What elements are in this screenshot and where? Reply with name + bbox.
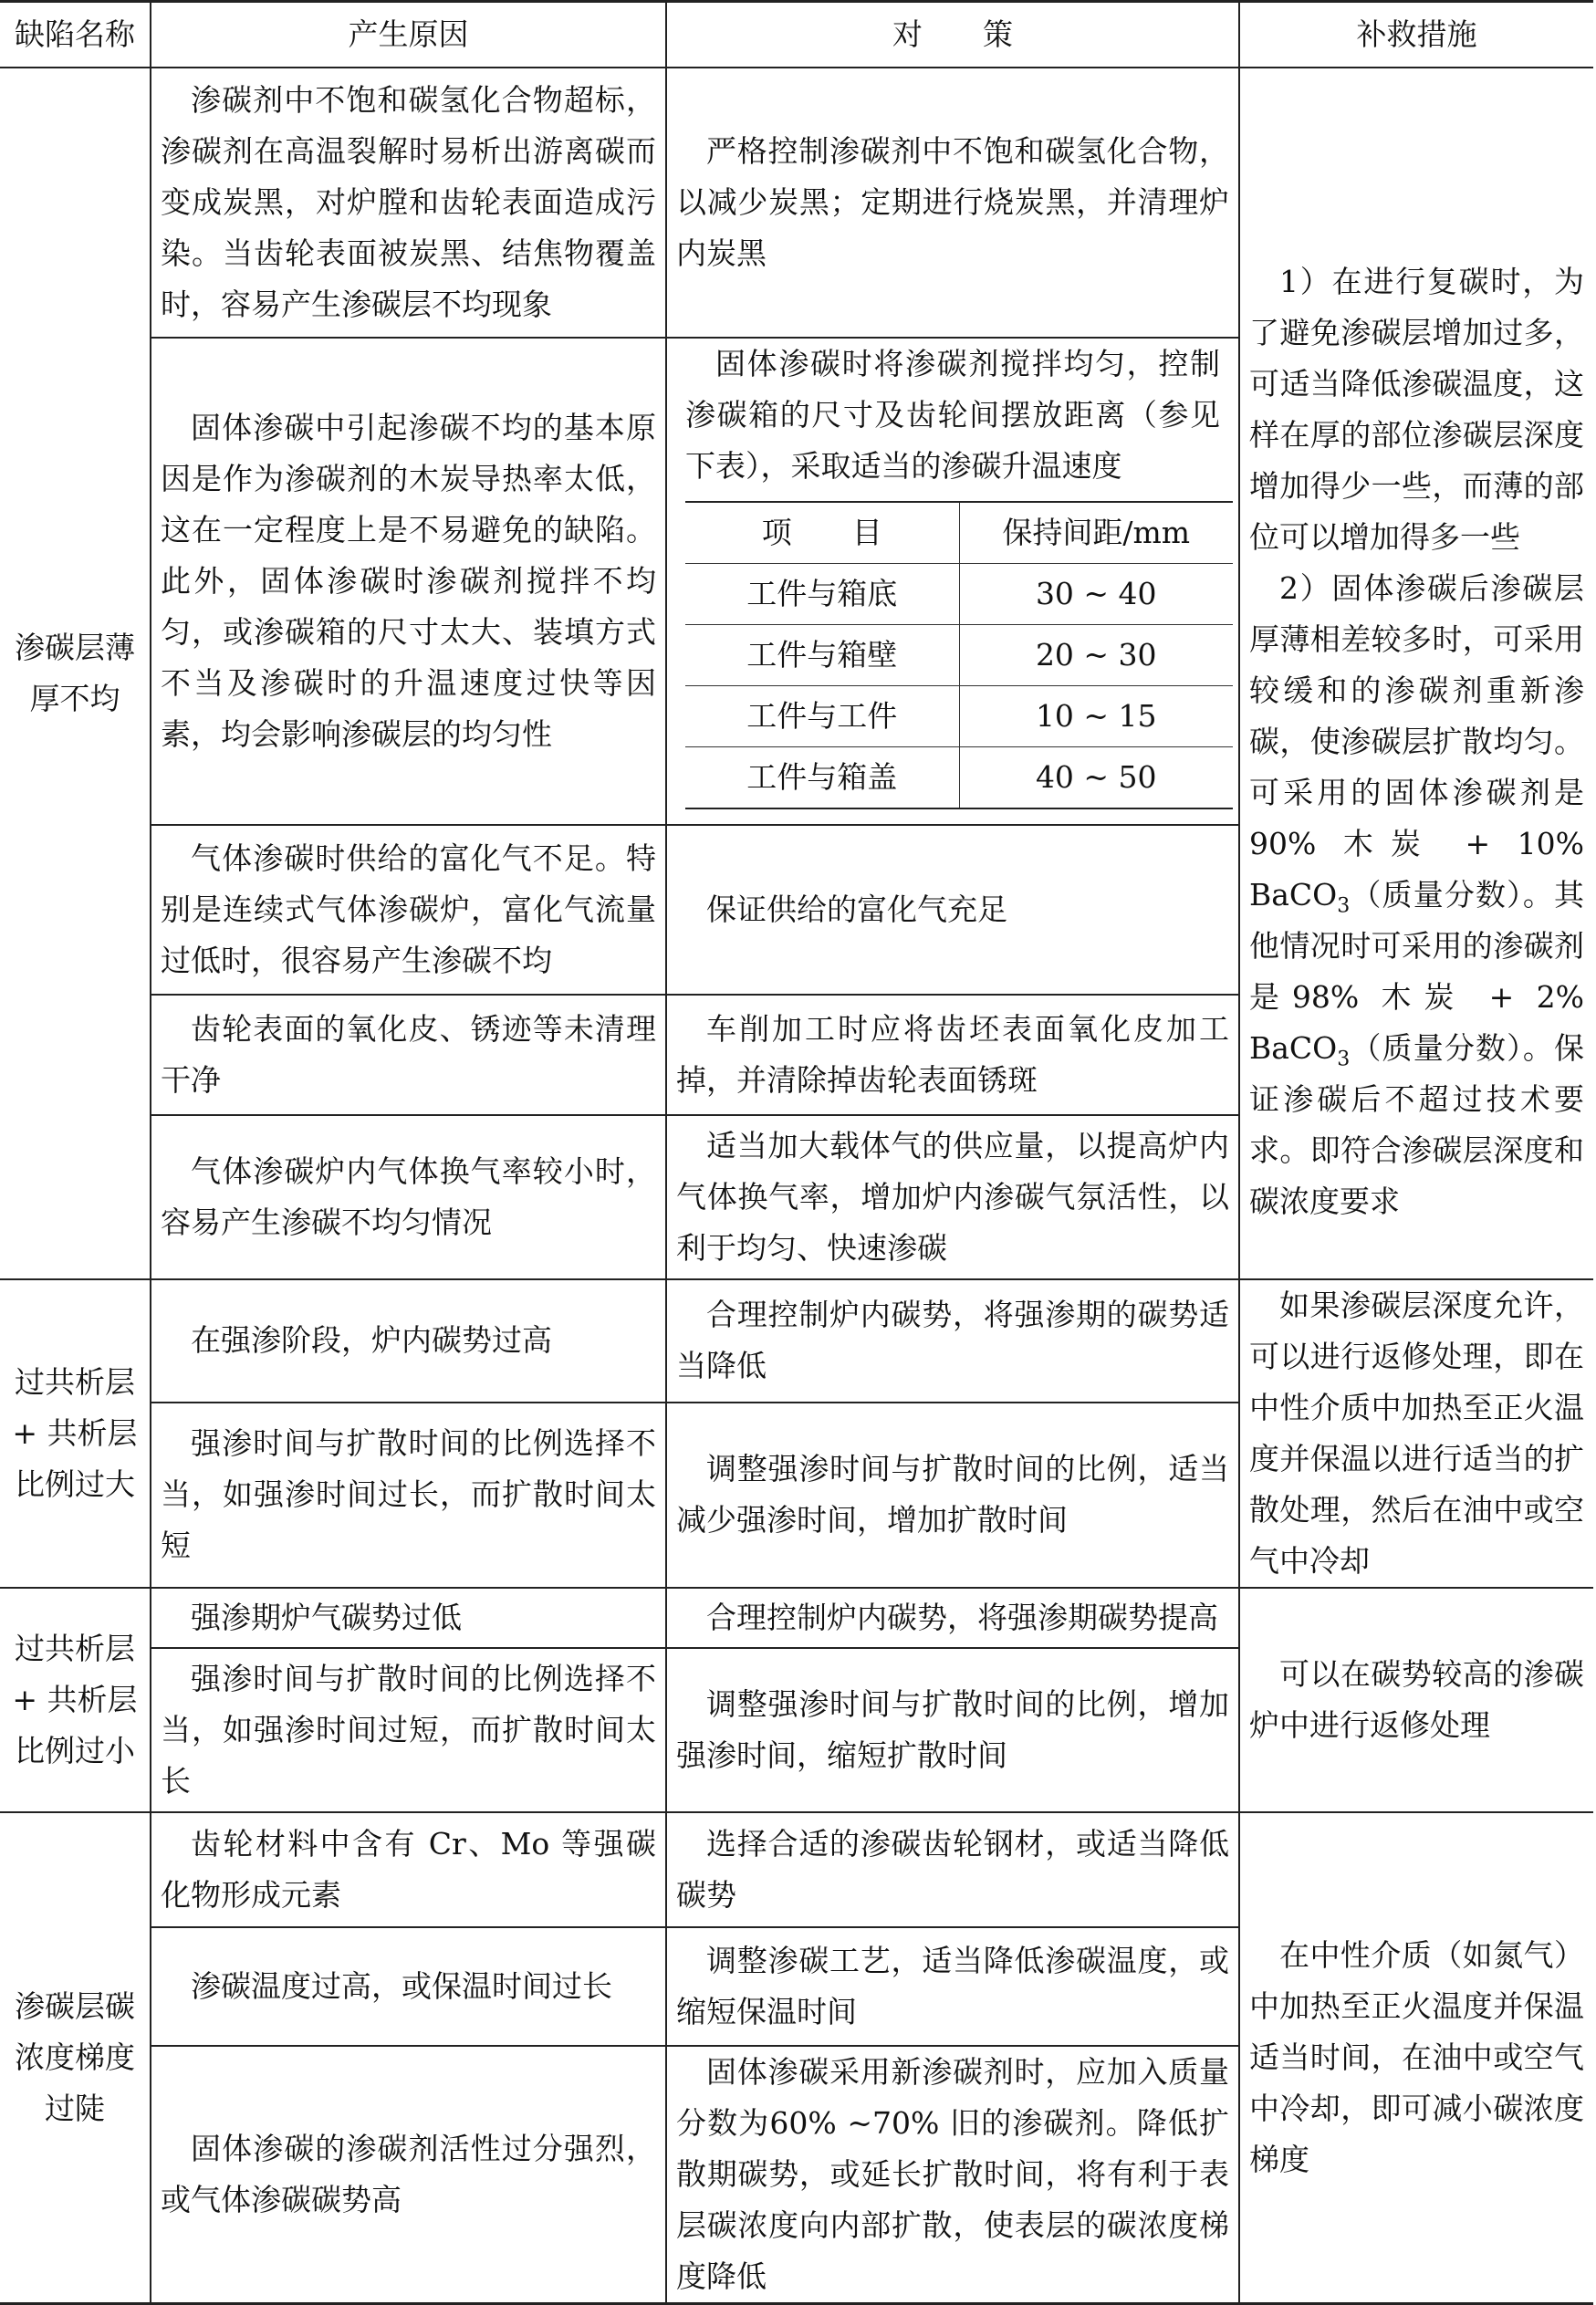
measure-cell: 适当加大载体气的供应量，以提高炉内气体换气率，增加炉内渗碳气氛活性，以利于均匀、快速渗碳: [666, 1115, 1239, 1279]
subtable-cell: 工件与箱壁: [685, 624, 959, 685]
remedy-cell: [1239, 1812, 1593, 2304]
cause-cell: 在强渗阶段，炉内碳势过高: [151, 1279, 666, 1403]
measure-text: 固体渗碳时将渗碳剂搅拌均匀，控制渗碳箱的尺寸及齿轮间摆放距离（参见下表），采取适当的渗碳升温速度: [685, 345, 1220, 484]
cause-cell: 气体渗碳炉内气体换气率较小时，容易产生渗碳不均匀情况: [151, 1115, 666, 1279]
cause-cell: 渗碳温度过高，或保温时间过长: [151, 1927, 666, 2046]
cause-cell: 强渗期炉气碳势过低: [151, 1588, 666, 1648]
subtable-cell: 工件与箱盖: [685, 746, 959, 808]
spacing-subtable: [685, 501, 1233, 809]
measure-cell: 合理控制炉内碳势，将强渗期碳势提高: [666, 1588, 1239, 1648]
header-measure: 对 策: [666, 2, 1239, 68]
subtable-cell: 工件与箱底: [685, 563, 959, 624]
measure-cell: 调整强渗时间与扩散时间的比例，增加强渗时间，缩短扩散时间: [666, 1648, 1239, 1812]
cause-cell: 固体渗碳中引起渗碳不均的基本原因是作为渗碳剂的木炭导热率太低，这在一定程度上是不易避免的缺陷。此外，固体渗碳时渗碳剂搅拌不均匀，或渗碳箱的尺寸太大、装填方式不当及渗碳时的升温速度过快等因素，均会影响渗碳层的均匀性: [151, 338, 666, 825]
cause-cell: 齿轮材料中含有 Cr、Mo 等强碳化物形成元素: [151, 1812, 666, 1927]
defect-name: 渗碳层薄厚不均: [0, 68, 151, 1279]
defect-name: 过共析层 + 共析层比例过大: [0, 1279, 151, 1588]
subtable-row: [685, 624, 1233, 685]
subtable-row: [685, 685, 1233, 746]
subtable-row: [685, 746, 1233, 808]
cause-cell: 气体渗碳时供给的富化气不足。特别是连续式气体渗碳炉，富化气流量过低时，很容易产生渗碳不均: [151, 825, 666, 995]
measure-cell: 保证供给的富化气充足: [666, 825, 1239, 995]
remedy-paragraph-1: 在中性介质（如氮气）中加热至正火温度并保温适当时间，在油中或空气中冷却，即可减小碳浓度梯度: [1249, 1936, 1584, 2177]
subtable-header-item: 项 目: [685, 502, 959, 564]
cause-cell: 齿轮表面的氧化皮、锈迹等未清理干净: [151, 995, 666, 1115]
defect-name: 过共析层 + 共析层比例过小: [0, 1588, 151, 1812]
remedy-paragraph-1: 可以在碳势较高的渗碳炉中进行返修处理: [1249, 1655, 1584, 1743]
measure-cell: 调整渗碳工艺，适当降低渗碳温度，或缩短保温时间: [666, 1927, 1239, 2046]
measure-cell: 合理控制炉内碳势，将强渗期的碳势适当降低: [666, 1279, 1239, 1403]
subtable-header-spacing: 保持间距/mm: [959, 502, 1233, 564]
cause-cell: 固体渗碳的渗碳剂活性过分强烈，或气体渗碳碳势高: [151, 2046, 666, 2304]
subtable-cell: 20 ~ 30: [959, 624, 1233, 685]
subtable-cell: 40 ~ 50: [959, 746, 1233, 808]
subtable-row: [685, 563, 1233, 624]
measure-cell: 调整强渗时间与扩散时间的比例，适当减少强渗时间，增加扩散时间: [666, 1403, 1239, 1587]
measure-cell: 固体渗碳采用新渗碳剂时，应加入质量分数为60% ~70% 旧的渗碳剂。降低扩散期碳势，或延长扩散时间，将有利于表层碳浓度向内部扩散，使表层的碳浓度梯度降低: [666, 2046, 1239, 2304]
table-row: [0, 1588, 1593, 1648]
table-row: [0, 68, 1593, 338]
header-remedy: 补救措施: [1239, 2, 1593, 68]
header-cause: 产生原因: [151, 2, 666, 68]
remedy-paragraph-1: 如果渗碳层深度允许，可以进行返修处理，即在中性介质中加热至正火温度并保温以进行适当的扩散处理，然后在油中或空气中冷却: [1249, 1287, 1584, 1579]
remedy-cell: [1239, 68, 1593, 1279]
remedy-cell: [1239, 1588, 1593, 1812]
measure-cell: [666, 338, 1239, 825]
subtable-cell: 10 ~ 15: [959, 685, 1233, 746]
remedy-paragraph-1: 1）在进行复碳时，为了避免渗碳层增加过多，可适当降低渗碳温度，这样在厚的部位渗碳层深度增加得少一些，而薄的部位可以增加得多一些: [1249, 263, 1584, 555]
remedy-paragraph-2: 2）固体渗碳后渗碳层厚薄相差较多时，可采用较缓和的渗碳剂重新渗碳，使渗碳层扩散均匀。可采用的固体渗碳剂是90% 木炭 + 10% BaCO$_3$（质量分数）。其他情况时可采用的渗碳剂是98% 木炭 + 2% BaCO$_3$（质量分数）。保证渗碳后不超过技术要求。即符合渗碳层深度和碳浓度要求: [1249, 569, 1584, 1219]
table-row: [0, 1279, 1593, 1403]
subtable-cell: 工件与工件: [685, 685, 959, 746]
measure-cell: 车削加工时应将齿坯表面氧化皮加工掉，并清除掉齿轮表面锈斑: [666, 995, 1239, 1115]
defect-name: 渗碳层碳浓度梯度过陡: [0, 1812, 151, 2304]
measure-cell: 选择合适的渗碳齿轮钢材，或适当降低碳势: [666, 1812, 1239, 1927]
table-row: [0, 1812, 1593, 1927]
header-defect-name: 缺陷名称: [0, 2, 151, 68]
header-row: [0, 2, 1593, 68]
cause-cell: 强渗时间与扩散时间的比例选择不当，如强渗时间过长，而扩散时间太短: [151, 1403, 666, 1587]
subtable-cell: 30 ~ 40: [959, 563, 1233, 624]
measure-cell: 严格控制渗碳剂中不饱和碳氢化合物，以减少炭黑；定期进行烧炭黑，并清理炉内炭黑: [666, 68, 1239, 338]
cause-cell: 强渗时间与扩散时间的比例选择不当，如强渗时间过短，而扩散时间太长: [151, 1648, 666, 1812]
cause-cell: 渗碳剂中不饱和碳氢化合物超标，渗碳剂在高温裂解时易析出游离碳而变成炭黑，对炉膛和齿轮表面造成污染。当齿轮表面被炭黑、结焦物覆盖时，容易产生渗碳层不均现象: [151, 68, 666, 338]
remedy-cell: [1239, 1279, 1593, 1588]
